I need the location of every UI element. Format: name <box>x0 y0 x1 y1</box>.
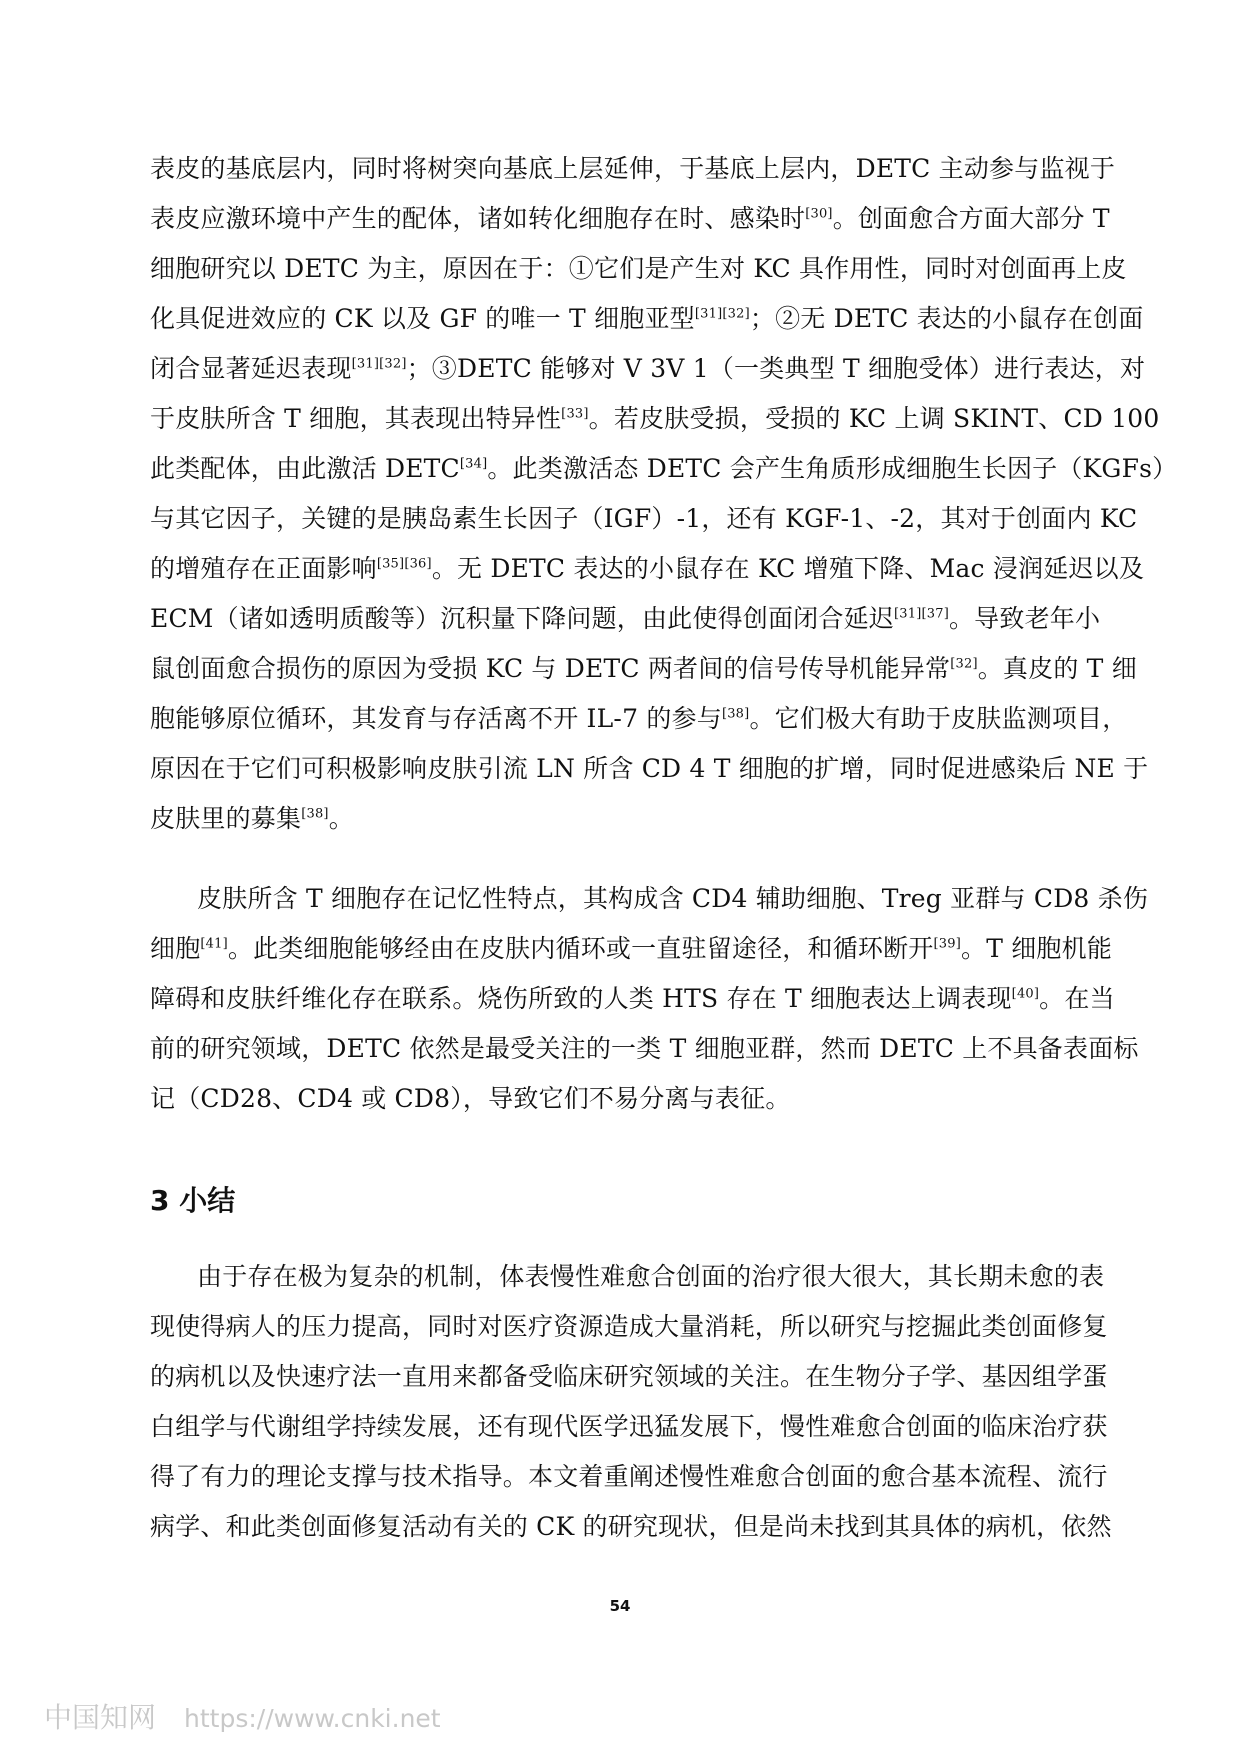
paragraph-2-line-3: 障碍和皮肤纤维化存在联系。烧伤所致的人类 HTS 存在 T 细胞表达上调表现[40]。在当 <box>150 984 1115 1013</box>
paragraph-1-line-14: 皮肤里的募集[38]。 <box>150 804 354 833</box>
paragraph-1-line-11: 鼠创面愈合损伤的原因为受损 KC 与 DETC 两者间的信号传导机能异常[32]。真皮的 T 细 <box>150 654 1137 683</box>
paragraph-1-line-8: 与其它因子，关键的是胰岛素生长因子（IGF）-1，还有 KGF-1、-2，其对于创面内 KC <box>150 504 1138 533</box>
paragraph-1-line-6: 于皮肤所含 T 细胞，其表现出特异性[33]。若皮肤受损，受损的 KC 上调 SKINT、CD 100 <box>150 404 1160 433</box>
paragraph-1-line-9: 的增殖存在正面影响[35][36]。无 DETC 表达的小鼠存在 KC 增殖下降、Mac 浸润延迟以及 <box>150 554 1145 583</box>
paragraph-1-line-4: 化具促进效应的 CK 以及 GF 的唯一 T 细胞亚型[31][32]；②无 DETC 表达的小鼠存在创面 <box>150 304 1144 333</box>
section-heading: 3 小结 <box>150 1184 236 1217</box>
page-number: 54 <box>609 1597 631 1615</box>
paragraph-2-line-1: 皮肤所含 T 细胞存在记忆性特点，其构成含 CD4 辅助细胞、Treg 亚群与 CD8 杀伤 <box>197 884 1149 913</box>
paragraph-2-line-2: 细胞[41]。此类细胞能够经由在皮肤内循环或一直驻留途径，和循环断开[39]。T 细胞机能 <box>150 934 1113 963</box>
paragraph-3-line-2: 现使得病人的压力提高，同时对医疗资源造成大量消耗，所以研究与挖掘此类创面修复 <box>150 1312 1108 1341</box>
paragraph-3-line-6: 病学、和此类创面修复活动有关的 CK 的研究现状，但是尚未找到其具体的病机，依然 <box>150 1512 1112 1541</box>
paragraph-1-line-10: ECM（诸如透明质酸等）沉积量下降问题，由此使得创面闭合延迟[31][37]。导致老年小 <box>150 604 1101 633</box>
paragraph-2-line-5: 记（CD28、CD4 或 CD8），导致它们不易分离与表征。 <box>150 1084 791 1113</box>
paragraph-3-line-4: 白组学与代谢组学持续发展，还有现代医学迅猛发展下，慢性难愈合创面的临床治疗获 <box>150 1412 1108 1441</box>
paragraph-1-line-13: 原因在于它们可积极影响皮肤引流 LN 所含 CD 4 T 细胞的扩增，同时促进感染后 NE 于 <box>150 754 1149 783</box>
watermark-url: https://www.cnki.net <box>184 1704 441 1733</box>
paragraph-1-line-3: 细胞研究以 DETC 为主，原因在于：①它们是产生对 KC 具作用性，同时对创面再上皮 <box>150 254 1127 283</box>
watermark-brand: 中国知网 <box>44 1701 157 1734</box>
paragraph-1-line-1: 表皮的基底层内，同时将树突向基底上层延伸，于基底上层内，DETC 主动参与监视于 <box>150 154 1116 183</box>
paragraph-1-line-5: 闭合显著延迟表现[31][32]；③DETC 能够对 V 3V 1（一类典型 T 细胞受体）进行表达，对 <box>150 354 1146 383</box>
paragraph-3-line-1: 由于存在极为复杂的机制，体表慢性难愈合创面的治疗很大很大，其长期未愈的表 <box>197 1262 1105 1291</box>
paragraph-3-line-5: 得了有力的理论支撑与技术指导。本文着重阐述慢性难愈合创面的愈合基本流程、流行 <box>150 1462 1108 1491</box>
paragraph-1-line-7: 此类配体，由此激活 DETC[34]。此类激活态 DETC 会产生角质形成细胞生长因子（KGFs） <box>150 454 1178 483</box>
watermark <box>44 1696 441 1736</box>
paragraph-3-line-3: 的病机以及快速疗法一直用来都备受临床研究领域的关注。在生物分子学、基因组学蛋 <box>150 1362 1108 1391</box>
paragraph-2-line-4: 前的研究领域，DETC 依然是最受关注的一类 T 细胞亚群，然而 DETC 上不具备表面标 <box>150 1034 1139 1063</box>
paragraph-1-line-12: 胞能够原位循环，其发育与存活离不开 IL-7 的参与[38]。它们极大有助于皮肤监测项目， <box>150 704 1128 733</box>
paragraph-1-line-2: 表皮应激环境中产生的配体，诸如转化细胞存在时、感染时[30]。创面愈合方面大部分 T <box>150 204 1110 233</box>
